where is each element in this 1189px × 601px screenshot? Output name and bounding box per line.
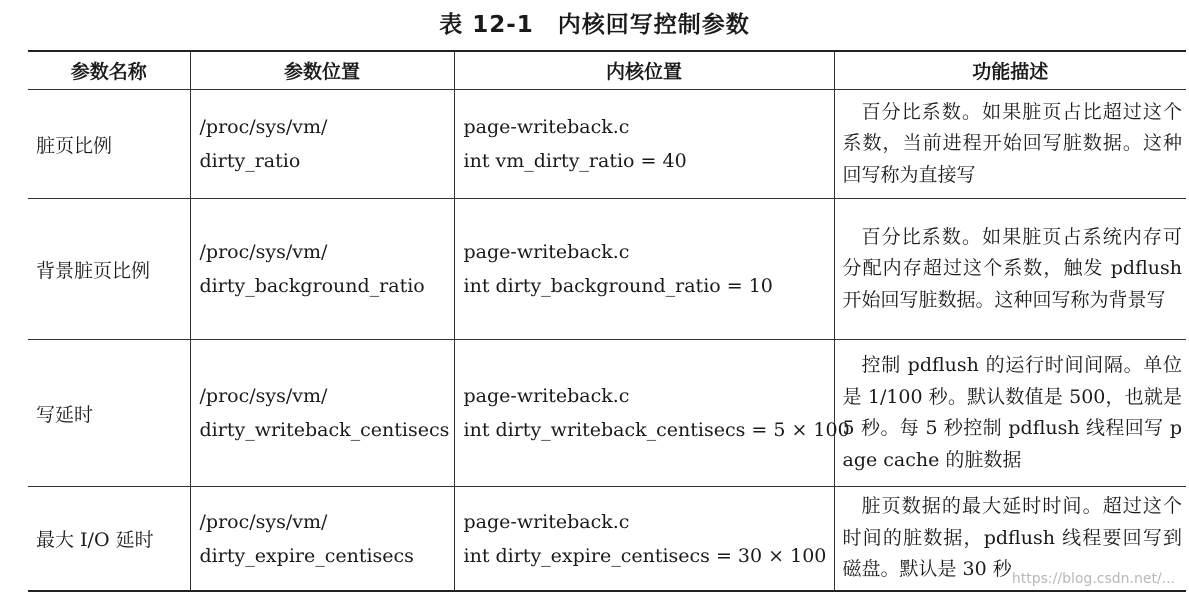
kernel-line: int dirty_writeback_centisecs = 5 × 100 [463,419,850,441]
kernel-line: page-writeback.c [463,241,630,263]
location-line: /proc/sys/vm/ [199,510,328,533]
kernel-location-cell [454,199,834,340]
header-param-name: 参数名称 [28,51,190,90]
param-location-cell [190,340,454,487]
param-name-cell: 写延时 [28,340,190,487]
param-name-cell: 最大 I/O 延时 [28,487,190,592]
param-location-cell [190,90,454,199]
kernel-line: page-writeback.c [463,385,630,407]
location-line: /proc/sys/vm/ [199,116,328,138]
table-row [28,199,1186,340]
kernel-writeback-params-table [28,50,1186,592]
table-header-row [28,51,1186,90]
header-kernel-location: 内核位置 [454,51,834,90]
description-cell: 百分比系数。如果脏页占系统内存可分配内存超过这个系数，触发 pdflush 开始回写脏数据。这种回写称为背景写 [834,199,1186,340]
kernel-line: page-writeback.c [463,510,630,533]
location-line: dirty_ratio [199,150,301,172]
header-description: 功能描述 [834,51,1186,90]
location-line: /proc/sys/vm/ [199,241,328,263]
param-name-cell: 脏页比例 [28,90,190,199]
kernel-line: int dirty_expire_centisecs = 30 × 100 [463,544,827,567]
location-line: dirty_writeback_centisecs [199,419,450,441]
description-cell: 百分比系数。如果脏页占比超过这个系数，当前进程开始回写脏数据。这种回写称为直接写 [834,90,1186,199]
header-param-location: 参数位置 [190,51,454,90]
table-row [28,340,1186,487]
kernel-location-cell [454,487,834,592]
kernel-line: int vm_dirty_ratio = 40 [463,150,687,172]
location-line: dirty_expire_centisecs [199,544,414,567]
kernel-line: int dirty_background_ratio = 10 [463,275,773,297]
param-name-cell: 背景脏页比例 [28,199,190,340]
description-cell: 脏页数据的最大延时时间。超过这个时间的脏数据，pdflush 线程要回写到磁盘。默认是 30 秒 [834,487,1186,592]
location-line: /proc/sys/vm/ [199,385,328,407]
kernel-location-cell [454,340,850,487]
param-location-cell [190,487,454,592]
description-cell: 控制 pdflush 的运行时间间隔。单位是 1/100 秒。默认数值是 500，也就是 5 秒。每 5 秒控制 pdflush 线程回写 page cache 的脏数据 [834,340,1186,487]
location-line: dirty_background_ratio [199,275,425,297]
kernel-line: page-writeback.c [463,116,630,138]
param-location-cell [190,199,454,340]
table-row [28,90,1186,199]
source-watermark: https://blog.csdn.net/... [1011,571,1175,587]
table-caption: 表 12-1 内核回写控制参数 [439,12,750,38]
kernel-location-cell [454,90,834,199]
